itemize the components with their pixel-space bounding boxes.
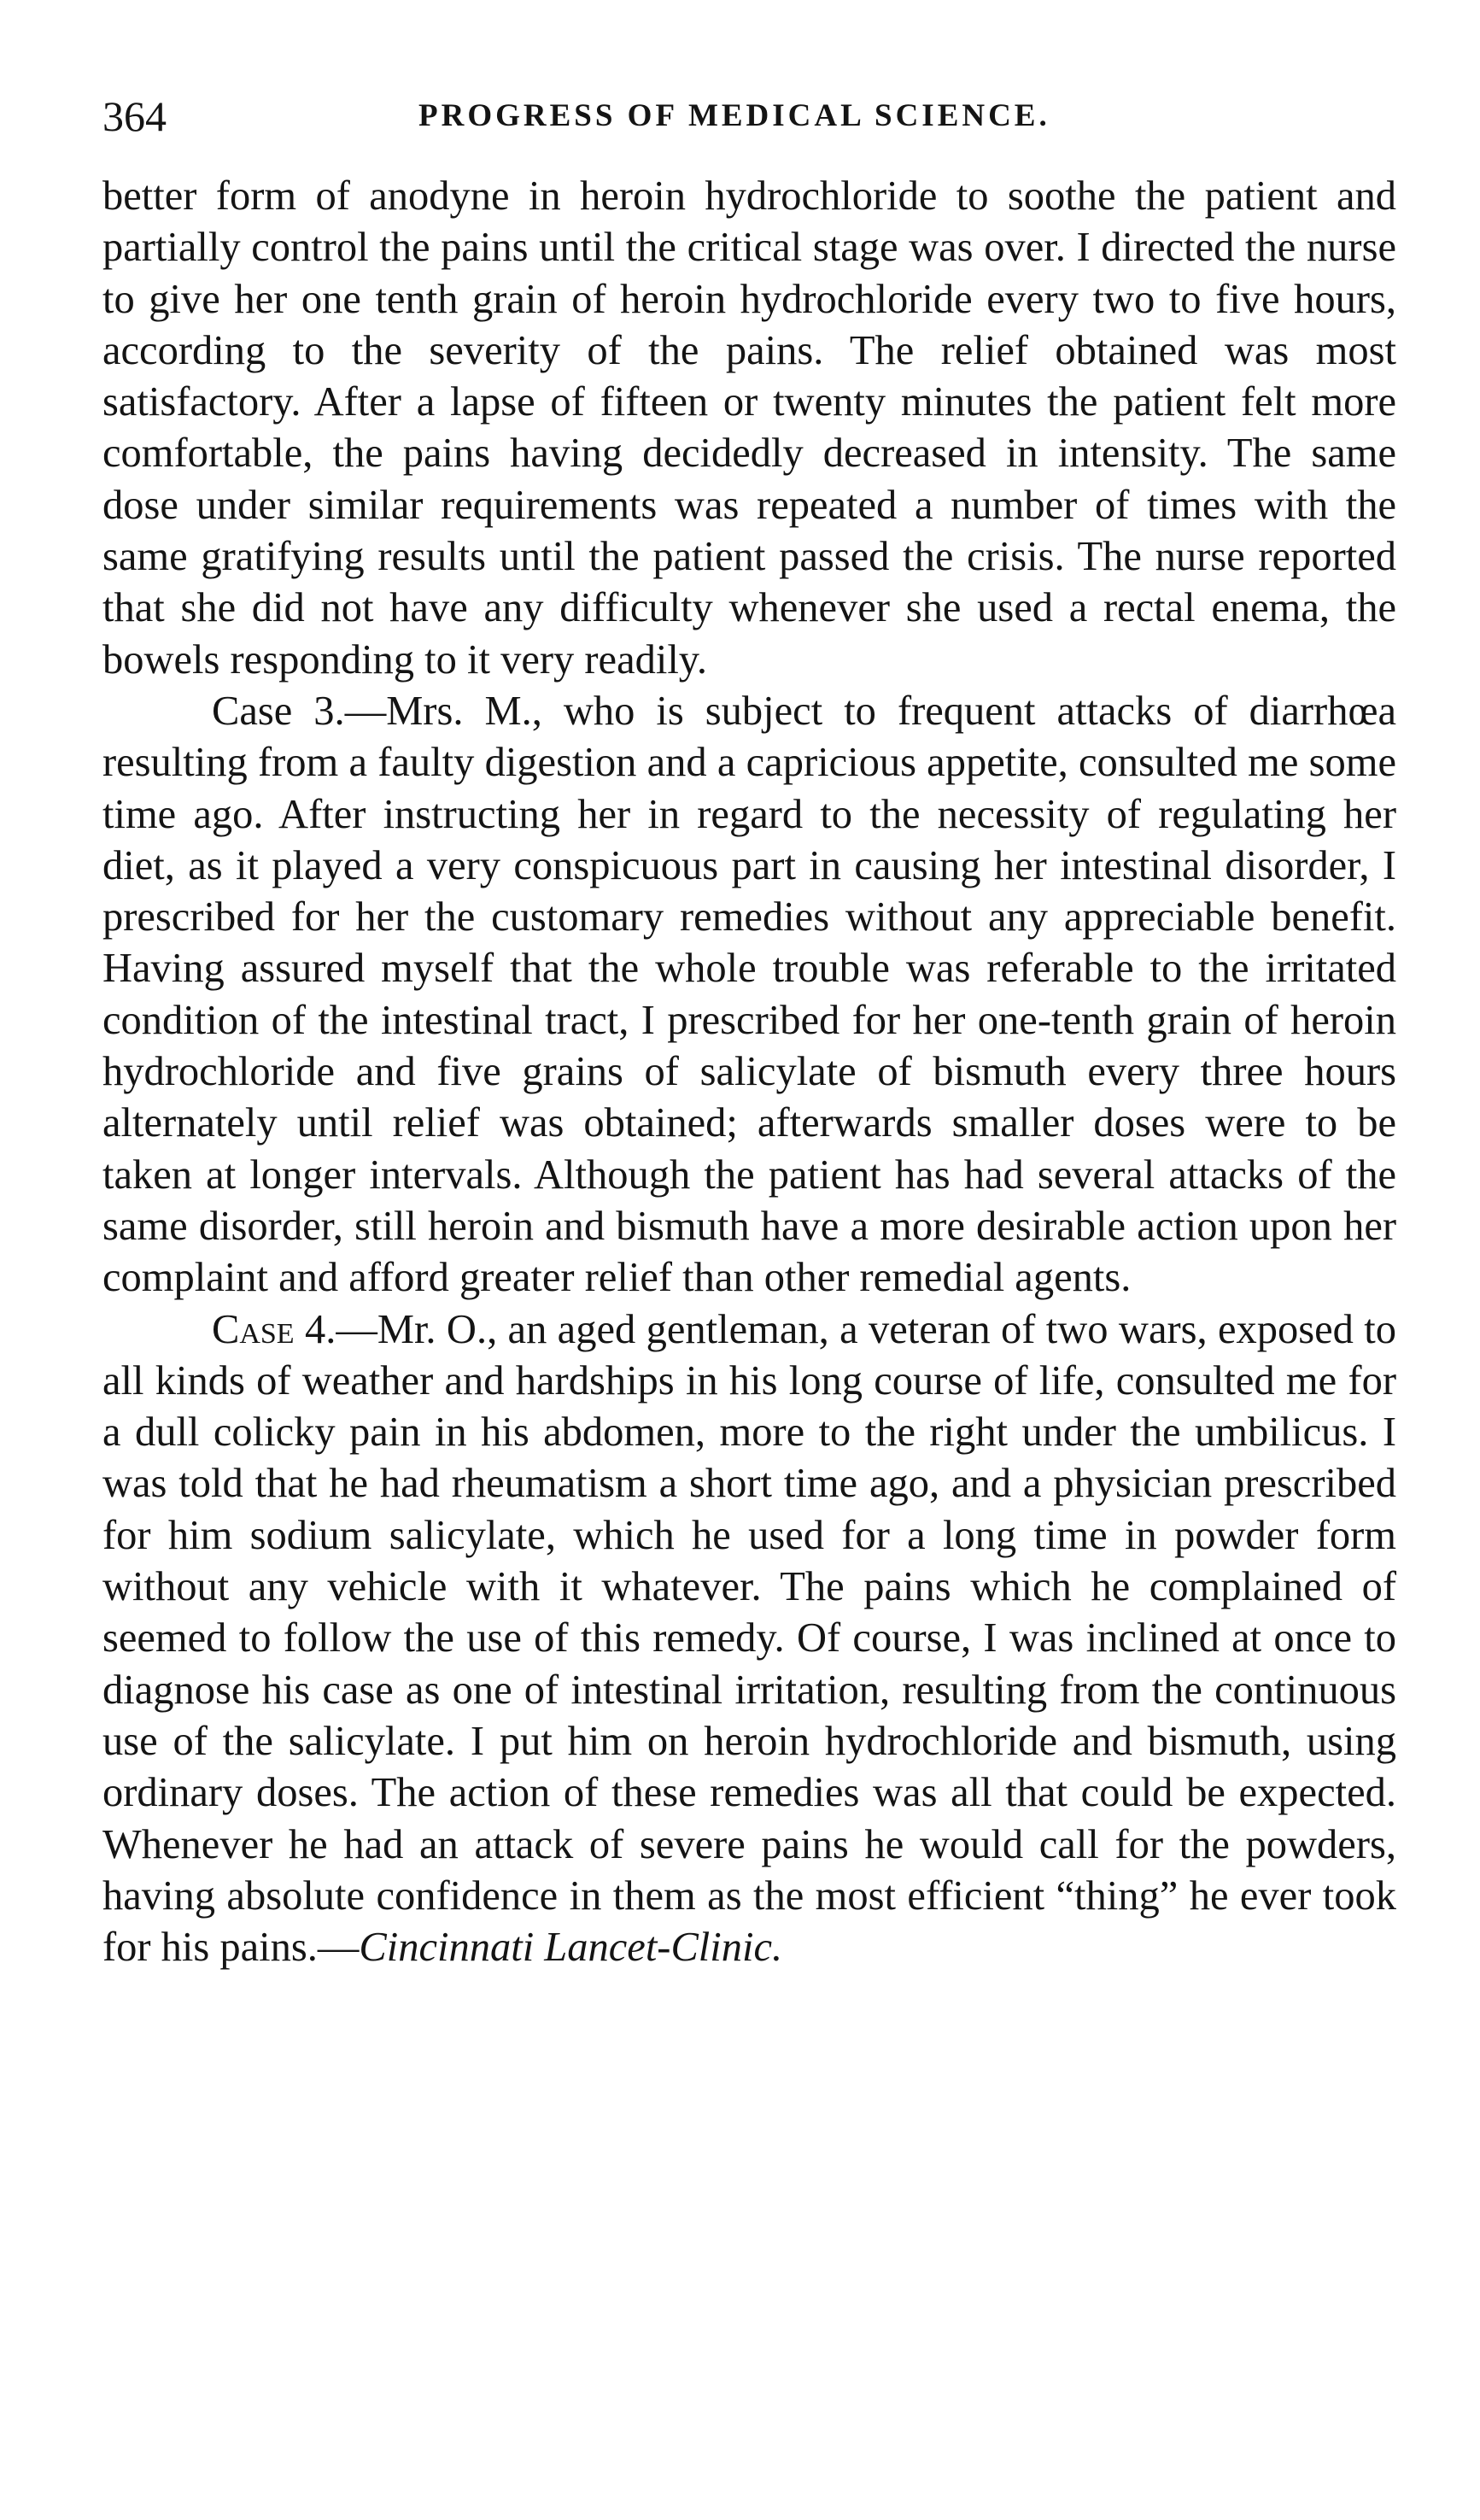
running-title: PROGRESS OF MEDICAL SCIENCE. [418, 98, 1050, 133]
paragraph-case-3 [102, 686, 1396, 1304]
paragraph-text: —Mrs. M., who is subject to frequent attacks of diarrhœa resulting from a faulty digestion and a capricious appetite, consulted me some time ago. After instructing her in regard to the necessity of regulating her diet, as it played a very conspicuous part in causing her intestinal disorder, I prescribed for her the customary remedies without any appreciable benefit. Having assured myself that the whole trouble was referable to the irritated condition of the intestinal tract, I prescribed for her one-tenth grain of heroin hydrochloride and five grains of salicylate of bismuth every three hours alternately until relief was obtained; afterwards smaller doses were to be taken at longer intervals. Although the patient has had several attacks of the same disorder, still heroin and bismuth have a more desirable action upon her complaint and afford greater relief than other remedial agents. [102, 688, 1396, 1301]
source-citation: Cincinnati Lancet-Clinic. [359, 1925, 783, 1971]
body-text [102, 171, 1396, 1973]
paragraph-text: better form of anodyne in heroin hydrochloride to soothe the patient and partially control the pains until the critical stage was over. I directed the nurse to give her one tenth grain of heroin hydrochloride every two to five hours, according to the severity of the pains. The relief obtained was most satisfactory. After a lapse of fifteen or twenty minutes the patient felt more comfortable, the pains having decidedly decreased in intensity. The same dose under similar requirements was repeated a number of times with the same gratifying results until the patient passed the crisis. The nurse reported that she did not have any difficulty whenever she used a rectal enema, the bowels responding to it very readily. [102, 173, 1396, 683]
paragraph-case-4 [102, 1304, 1396, 1974]
running-head [102, 82, 1401, 150]
page-number: 364 [102, 92, 167, 140]
paragraph-text: —Mr. O., an aged gentleman, a veteran of two wars, exposed to all kinds of weather and hardships in his long course of life, consulted me for a dull colicky pain in his abdomen, more to the right under the umbilicus. I was told that he had rheumatism a short time ago, and a physician prescribed for him sodium salicylate, which he used for a long time in powder form without any vehicle with it whatever. The pains which he complained of seemed to follow the use of this remedy. Of course, I was inclined at once to diagnose his case as one of intestinal irritation, resulting from the continuous use of the salicylate. I put him on heroin hydrochloride and bismuth, using ordinary doses. The action of these remedies was all that could be expected. Whenever he had an attack of severe pains he would call for the powders, having absolute confidence in them as the most efficient “thing” he ever took for his pains.— [102, 1306, 1396, 1971]
case-label: Case 4. [212, 1306, 336, 1352]
case-label: Case 3. [212, 688, 345, 734]
paragraph-continuation [102, 171, 1396, 686]
